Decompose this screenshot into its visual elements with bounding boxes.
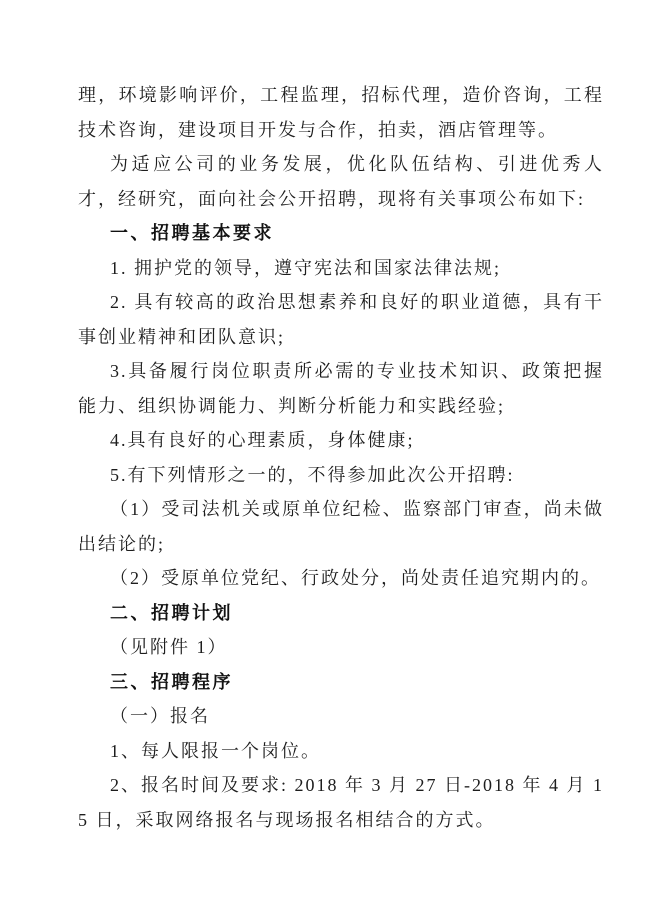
list-item-requirement-3: 3.具备履行岗位职责所必需的专业技术知识、政策把握能力、组织协调能力、判断分析能力和实践经验;	[78, 361, 604, 416]
list-item-requirement-2: 2. 具有较高的政治思想素养和良好的职业道德，具有干事创业精神和团队意识;	[78, 292, 604, 347]
list-item-requirement-1: 1. 拥护党的领导，遵守宪法和国家法律法规;	[110, 257, 501, 278]
subheading-registration: （一）报名	[110, 706, 210, 726]
paragraph-see-attachment-1: （见附件 1）	[110, 637, 228, 657]
paragraph-business-scope-continuation: 理，环境影响评价，工程监理，招标代理，造价咨询，工程技术咨询，建设项目开发与合作，拍卖，酒店管理等。	[78, 85, 604, 140]
clause-disqualification-2: （2）受原单位党纪、行政处分，尚处责任追究期内的。	[110, 568, 601, 588]
list-item-registration-time: 2、报名时间及要求: 2018 年 3 月 27 日-2018 年 4 月 15 日，采取网络报名与现场报名相结合的方式。	[78, 775, 604, 830]
paragraph-recruitment-intro: 为适应公司的业务发展，优化队伍结构、引进优秀人才，经研究，面向社会公开招聘，现将有关事项公布如下:	[78, 154, 604, 209]
list-item-one-position-limit: 1、每人限报一个岗位。	[110, 740, 321, 761]
heading-section-1-basic-requirements: 一、招聘基本要求	[110, 223, 274, 243]
list-item-requirement-5: 5.有下列情形之一的，不得参加此次公开招聘:	[110, 464, 515, 485]
heading-section-2-recruitment-plan: 二、招聘计划	[110, 602, 233, 623]
clause-disqualification-1: （1）受司法机关或原单位纪检、监察部门审查，尚未做出结论的;	[78, 499, 604, 554]
list-item-requirement-4: 4.具有良好的心理素质，身体健康;	[110, 430, 415, 450]
heading-section-3-recruitment-procedure: 三、招聘程序	[110, 671, 233, 692]
